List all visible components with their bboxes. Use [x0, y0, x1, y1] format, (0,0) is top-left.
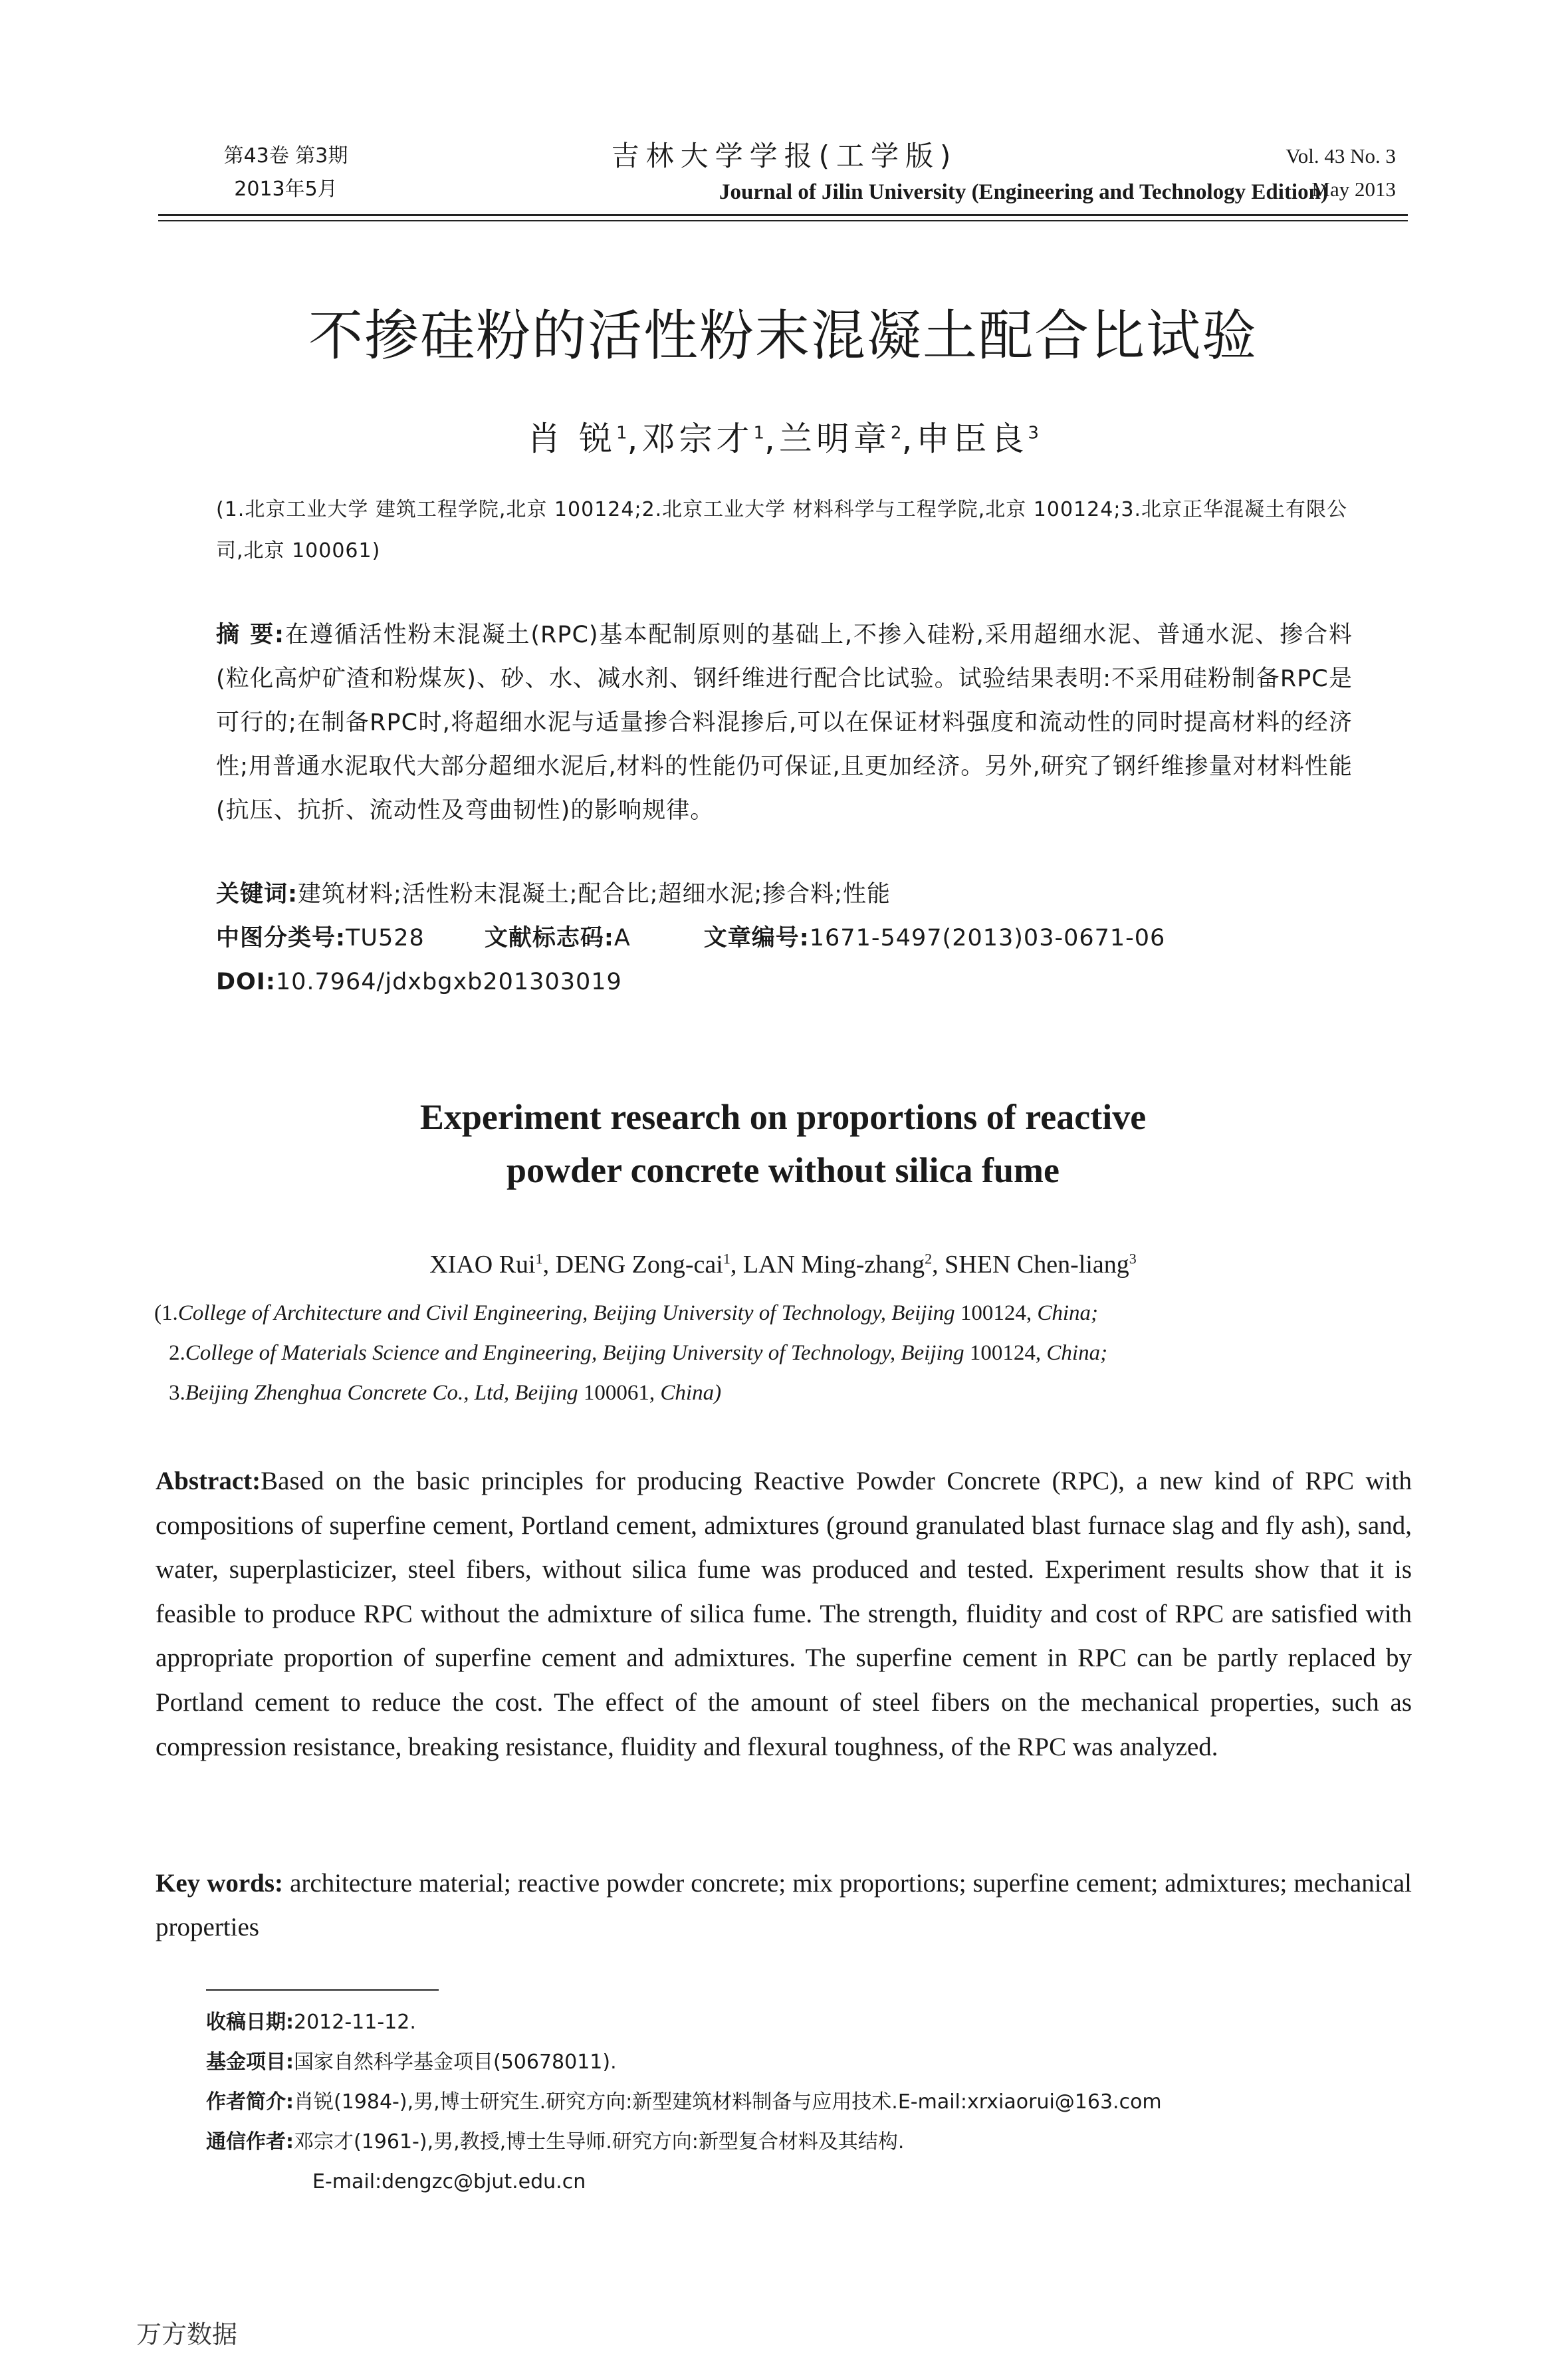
author-affil-sup: 2	[925, 1250, 933, 1267]
footnote-fund	[206, 2049, 1402, 2076]
affiliation-en-3: 3.Beijing Zhenghua Concrete Co., Ltd, Beijing 100061, China)	[169, 1381, 722, 1405]
keywords-en-label: Key words:	[156, 1869, 284, 1898]
header-volume-en: Vol. 43 No. 3	[1286, 144, 1396, 168]
article-number-value: 1671-5497(2013)03-0671-06	[809, 925, 1166, 951]
header-rule-top	[158, 214, 1408, 216]
received-value: 2012-11-12.	[294, 2011, 416, 2034]
keywords-en	[156, 1862, 1412, 1949]
header-volume-issue-en	[1223, 140, 1396, 206]
classification-line	[216, 916, 1379, 960]
doi-line	[216, 960, 1379, 1004]
author-bio-value: 肖锐(1984-),男,博士研究生.研究方向:新型建筑材料制备与应用技术.E-mail:xrxiaorui@163.com	[294, 2090, 1162, 2114]
affiliations-cn: (1.北京工业大学 建筑工程学院,北京 100124;2.北京工业大学 材料科学与工程学院,北京 100124;3.北京正华混凝土有限公司,北京 100061)	[216, 498, 1348, 562]
author-name-en: DENG Zong-cai	[555, 1251, 723, 1279]
author-list-cn: 肖 锐$^1$,邓宗才$^1$,兰明章$^2$,申臣良$^3$	[527, 420, 1039, 458]
abstract-cn-text: 在遵循活性粉末混凝土(RPC)基本配制原则的基础上,不掺入硅粉,采用超细水泥、普通水泥、掺合料(粒化高炉矿渣和粉煤灰)、砂、水、减水剂、钢纤维进行配合比试验。试验结果表明:不采用硅粉制备RPC是可行的;在制备RPC时,将超细水泥与适量掺合料混掺后,可以在保证材料强度和流动性的同时提高材料的经济性;用普通水泥取代大部分超细水泥后,材料的性能仍可保证,且更加经济。另外,研究了钢纤维掺量对材料性能(抗压、抗折、流动性及弯曲韧性)的影响规律。	[216, 622, 1353, 824]
footnote-author-bio	[206, 2089, 1402, 2116]
fund-label: 基金项目:	[206, 2050, 294, 2074]
doi-value: 10.7964/jdxbgxb201303019	[275, 969, 622, 995]
author-name-cn: 肖 锐	[527, 420, 616, 458]
author-name-en: LAN Ming-zhang	[742, 1251, 925, 1279]
received-label: 收稿日期:	[206, 2011, 294, 2034]
doi-label: DOI:	[216, 969, 276, 995]
footnote-rule	[206, 1989, 439, 1991]
keywords-cn	[216, 872, 1379, 916]
header-journal-cn: 吉林大学学报(工学版)	[611, 140, 958, 172]
header-journal-en: Journal of Jilin University (Engineering and Technology Edition)	[719, 180, 1328, 204]
paper-title-en	[158, 1090, 1408, 1197]
keywords-en-text: architecture material; reactive powder concrete; mix proportions; superfine cement; admixtures; mechanical properties	[156, 1869, 1412, 1941]
abstract-en	[156, 1459, 1412, 1769]
author-affil-sup: 3	[1028, 423, 1039, 443]
author-affil-sup: 1	[616, 423, 627, 443]
header-rule-bottom	[158, 220, 1408, 221]
header-journal-name	[399, 136, 1328, 208]
article-number-label: 文章编号:	[703, 925, 810, 951]
keywords-cn-text: 建筑材料;活性粉末混凝土;配合比;超细水泥;掺合料;性能	[298, 881, 891, 908]
keywords-cn-label: 关键词:	[216, 881, 298, 908]
fund-value: 国家自然科学基金项目(50678011).	[294, 2050, 617, 2074]
author-name-en: XIAO Rui	[429, 1251, 536, 1279]
author-name-en: SHEN Chen-liang	[945, 1251, 1129, 1279]
affiliation-en-2: 2.College of Materials Science and Engineering, Beijing University of Technology, Beijing 100124, China;	[169, 1341, 1108, 1365]
paper-title-en-line1: Experiment research on proportions of reactive	[419, 1097, 1147, 1137]
author-list-en: XIAO Rui$^1$, DENG Zong-cai$^1$, LAN Ming-zhang$^2$, SHEN Chen-liang$^3$	[429, 1250, 1137, 1279]
doc-code-value: A	[614, 925, 631, 951]
header-volume-cn: 第43卷 第3期	[223, 144, 348, 168]
author-affil-sup: 3	[1129, 1250, 1137, 1267]
abstract-cn-label: 摘 要:	[216, 622, 285, 648]
author-name-cn: 邓宗才	[641, 420, 754, 458]
clc-label: 中图分类号:	[216, 925, 346, 951]
author-bio-label: 作者简介:	[206, 2090, 294, 2114]
clc-value: TU528	[346, 925, 425, 951]
author-name-cn: 申臣良	[916, 420, 1028, 458]
author-affil-sup: 1	[723, 1250, 730, 1267]
header-volume-issue-cn	[179, 140, 392, 206]
watermark-text: 万方数据	[136, 2320, 238, 2349]
affiliation-en-1: (1.College of Architecture and Civil Engineering, Beijing University of Technology, Beijing 100124, China;	[154, 1301, 1099, 1325]
author-name-cn: 兰明章	[778, 420, 891, 458]
corresponding-label: 通信作者:	[206, 2130, 294, 2154]
footnote-received	[206, 2009, 1402, 2036]
affiliations-en	[154, 1293, 1410, 1413]
doc-code-label: 文献标志码:	[484, 925, 614, 951]
author-affil-sup: 2	[890, 423, 902, 443]
paper-title-en-line2: powder concrete without silica fume	[506, 1150, 1060, 1190]
abstract-en-label: Abstract:	[156, 1467, 261, 1495]
author-affil-sup: 1	[535, 1250, 543, 1267]
header-date-en: May 2013	[1311, 178, 1396, 201]
footnote-corresponding	[206, 2129, 1402, 2156]
footnote-corresponding-email: E-mail:dengzc@bjut.edu.cn	[312, 2170, 586, 2193]
paper-title-cn: 不掺硅粉的活性粉末混凝土配合比试验	[308, 305, 1258, 368]
corresponding-value: 邓宗才(1961-),男,教授,博士生导师.研究方向:新型复合材料及其结构.	[294, 2130, 905, 2154]
abstract-en-text: Based on the basic principles for producing Reactive Powder Concrete (RPC), a new kind of RPC with compositions of superfine cement, Portland cement, admixtures (ground granulated blast furnace slag and fly ash), sand, water, superplasticizer, steel fibers, without silica fume was produced and tested. Experiment results show that it is feasible to produce RPC without the admixture of silica fume. The strength, fluidity and cost of RPC are satisfied with appropriate proportion of superfine cement and admixtures. The superfine cement in RPC can be partly replaced by Portland cement to reduce the cost. The effect of the amount of steel fibers on the mechanical properties, such as compression resistance, breaking resistance, fluidity and flexural toughness, of the RPC was analyzed.	[156, 1467, 1412, 1761]
author-affil-sup: 1	[753, 423, 764, 443]
header-date-cn: 2013年5月	[234, 178, 338, 201]
abstract-cn	[216, 613, 1353, 832]
